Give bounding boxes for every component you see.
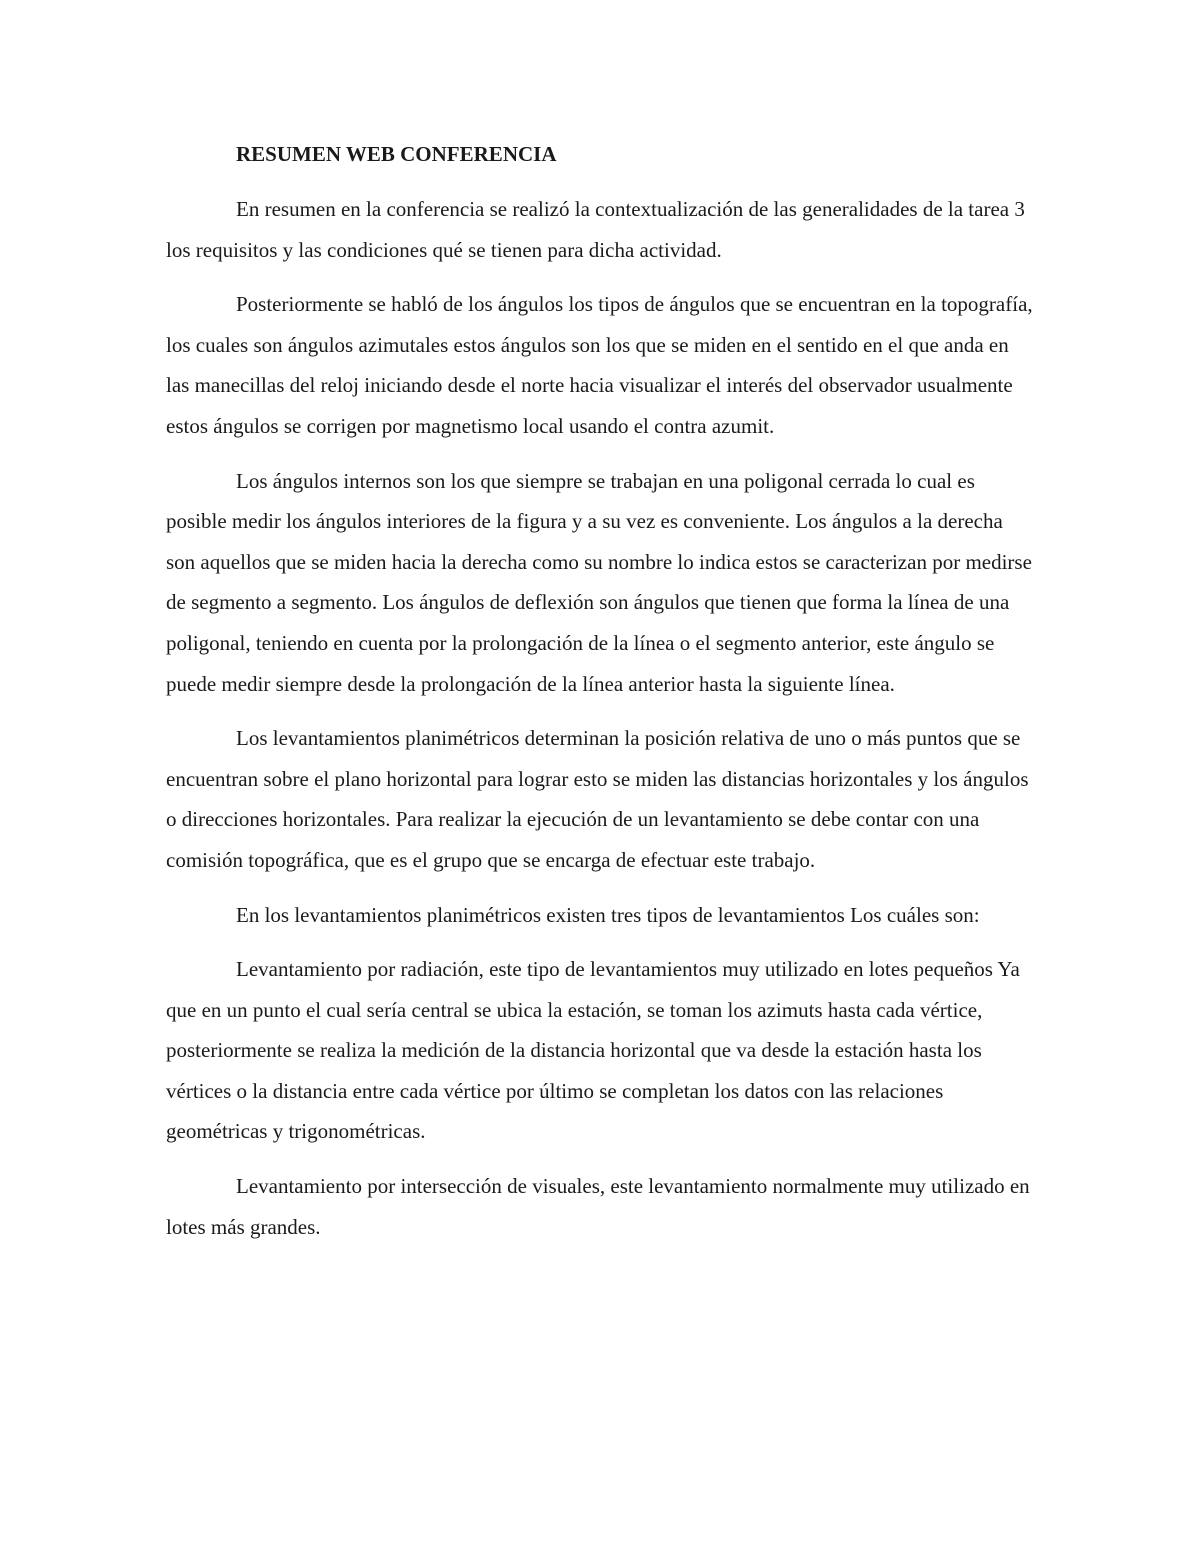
paragraph-planimetric-surveys: Los levantamientos planimétricos determinan la posición relativa de uno o más puntos que se encuentran sobre el plano horizontal para lograr esto se miden las distancias horizontales y los ángulos o direcciones horizontales. Para realizar la ejecución de un levantamiento se debe contar con una comisión topográfica, que es el grupo que se encarga de efectuar este trabajo.	[166, 726, 1029, 872]
paragraph-radiation-survey: Levantamiento por radiación, este tipo de levantamientos muy utilizado en lotes pequeños Ya que en un punto el cual sería central se ubica la estación, se toman los azimuts hasta cada vértice, posteriormente se realiza la medición de la distancia horizontal que va desde la estación hasta los vértices o la distancia entre cada vértice por último se completan los datos con las relaciones geométricas y trigonométricas.	[166, 957, 1020, 1144]
document-title: RESUMEN WEB CONFERENCIA	[236, 142, 557, 166]
paragraph-intro: En resumen en la conferencia se realizó la contextualización de las generalidades de la tarea 3 los requisitos y las condiciones qué se tienen para dicha actividad.	[166, 197, 1025, 262]
paragraph-azimuthal-angles: Posteriormente se habló de los ángulos los tipos de ángulos que se encuentran en la topografía, los cuales son ángulos azimutales estos ángulos son los que se miden en el sentido en el que anda en las manecillas del reloj iniciando desde el norte hacia visualizar el interés del observador usualmente estos ángulos se corrigen por magnetismo local usando el contra azumit.	[166, 292, 1033, 438]
document-body	[166, 137, 1034, 1261]
paragraph-survey-types: En los levantamientos planimétricos existen tres tipos de levantamientos Los cuáles son:	[236, 902, 980, 927]
paragraph-intersection-survey: Levantamiento por intersección de visuales, este levantamiento normalmente muy utilizado en lotes más grandes.	[166, 1174, 1030, 1239]
paragraph-internal-angles: Los ángulos internos son los que siempre se trabajan en una poligonal cerrada lo cual es posible medir los ángulos interiores de la figura y a su vez es conveniente. Los ángulos a la derecha son aquellos que se miden hacia la derecha como su nombre lo indica estos se caracterizan por medirse de segmento a segmento. Los ángulos de deflexión son ángulos que tienen que forma la línea de una poligonal, teniendo en cuenta por la prolongación de la línea o el segmento anterior, este ángulo se puede medir siempre desde la prolongación de la línea anterior hasta la siguiente línea.	[166, 468, 1032, 696]
